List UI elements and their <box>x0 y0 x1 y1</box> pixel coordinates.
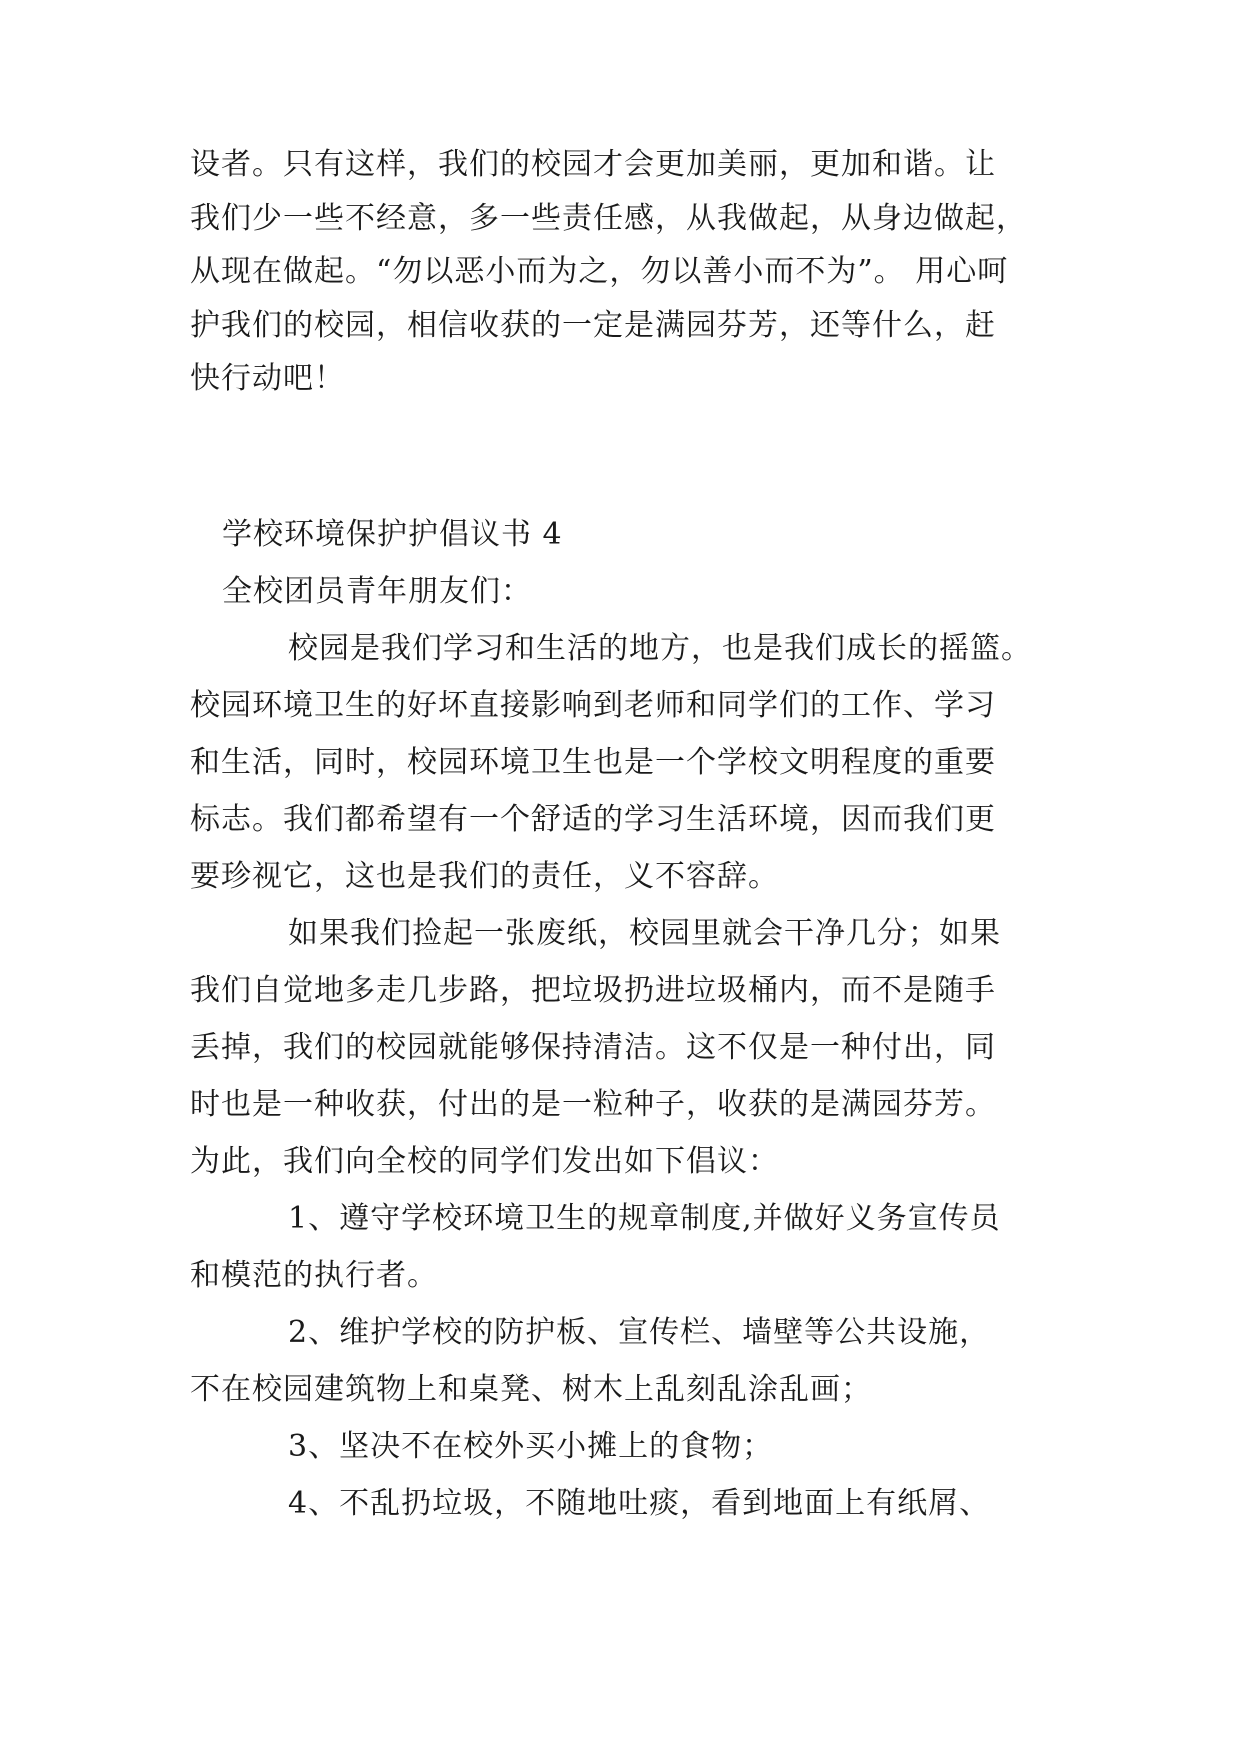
text-line: 标志。我们都希望有一个舒适的学习生活环境，因而我们更 <box>190 802 996 837</box>
text-line: 校园环境卫生的好坏直接影响到老师和同学们的工作、学习 <box>190 688 996 723</box>
list-item: 2、维护学校的防护板、宣传栏、墙壁等公共设施， <box>288 1315 991 1350</box>
text-line: 护我们的校园，相信收获的一定是满园芬芳，还等什么，赶 <box>190 308 996 343</box>
text-line: 不在校园建筑物上和桌凳、树木上乱刻乱涂乱画； <box>190 1372 872 1407</box>
text-line: 和模范的执行者。 <box>190 1258 438 1293</box>
text-line: 要珍视它，这也是我们的责任，义不容辞。 <box>190 859 779 894</box>
list-item: 4、不乱扔垃圾，不随地吐痰，看到地面上有纸屑、 <box>288 1486 991 1521</box>
list-item: 1、遵守学校环境卫生的规章制度,并做好义务宣传员 <box>288 1201 1001 1236</box>
section-title: 学校环境保护护倡议书 4 <box>222 517 563 552</box>
list-item: 3、坚决不在校外买小摊上的食物； <box>288 1429 774 1464</box>
text-line: 我们少一些不经意，多一些责任感，从我做起，从身边做起， <box>190 201 1027 236</box>
paragraph-start: 如果我们捡起一张废纸，校园里就会干净几分；如果 <box>288 916 1001 951</box>
text-line: 时也是一种收获，付出的是一粒种子，收获的是满园芬芳。 <box>190 1087 996 1122</box>
text-line: 快行动吧！ <box>190 361 345 396</box>
text-line: 丢掉，我们的校园就能够保持清洁。这不仅是一种付出，同 <box>190 1030 996 1065</box>
paragraph-start: 校园是我们学习和生活的地方，也是我们成长的摇篮。 <box>288 631 1032 666</box>
text-line: 设者。只有这样，我们的校园才会更加美丽，更加和谐。让 <box>190 147 996 182</box>
text-line: 和生活，同时，校园环境卫生也是一个学校文明程度的重要 <box>190 745 996 780</box>
text-line: 为此，我们向全校的同学们发出如下倡议： <box>190 1144 779 1179</box>
salutation: 全校团员青年朋友们： <box>222 574 532 609</box>
text-line: 我们自觉地多走几步路，把垃圾扔进垃圾桶内，而不是随手 <box>190 973 996 1008</box>
text-line: 从现在做起。“勿以恶小而为之，勿以善小而不为”。 用心呵 <box>190 254 1009 289</box>
